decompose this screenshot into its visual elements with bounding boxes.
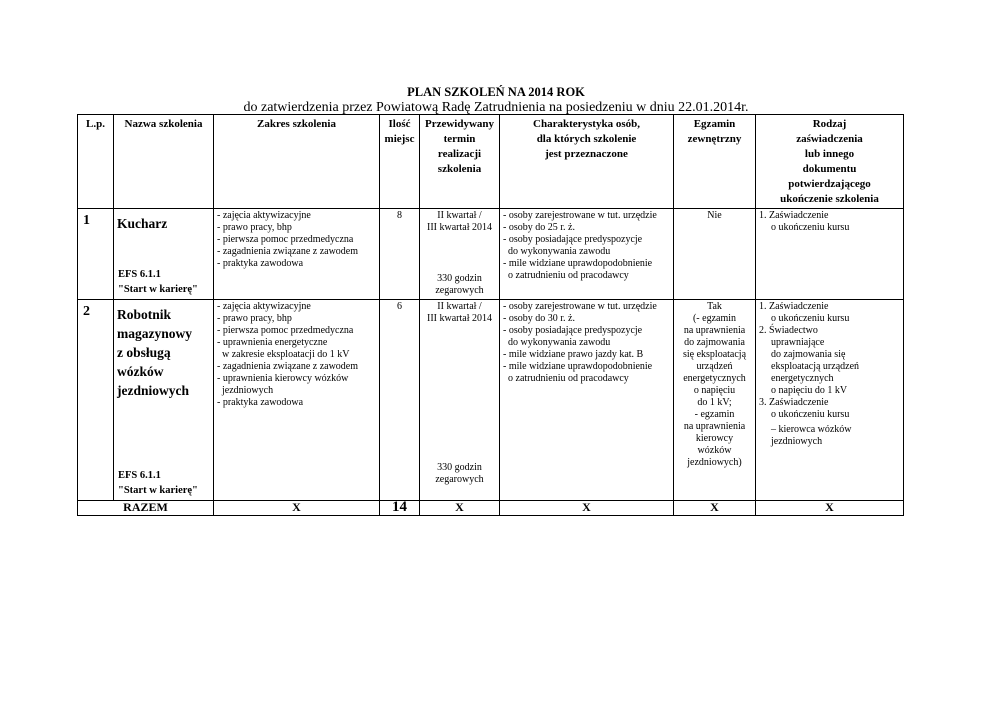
cert-item: jezdniowych bbox=[771, 436, 823, 447]
term-line: II kwartał / bbox=[437, 301, 482, 312]
exam-line: energetycznych bbox=[683, 373, 746, 384]
cert-item: o ukończeniu kursu bbox=[771, 409, 850, 420]
header-people-line: Charakterystyka osób, bbox=[533, 118, 640, 130]
people-item: - osoby zarejestrowane w tut. urzędzie bbox=[503, 301, 657, 312]
program-code: EFS 6.1.1 bbox=[118, 269, 161, 280]
people-item: do wykonywania zawodu bbox=[503, 337, 611, 348]
header-places-line: miejsc bbox=[384, 133, 415, 145]
document-title: PLAN SZKOLEŃ NA 2014 ROK bbox=[407, 85, 585, 99]
hours-line: 330 godzin bbox=[437, 273, 482, 284]
total-label: RAZEM bbox=[78, 501, 214, 516]
header-lp: L.p. bbox=[78, 115, 114, 209]
total-exam: X bbox=[674, 501, 756, 516]
row-term bbox=[420, 300, 500, 501]
term-line: III kwartał 2014 bbox=[427, 222, 492, 233]
scope-item: - zagadnienia związane z zawodem bbox=[217, 246, 359, 257]
document-subtitle: do zatwierdzenia przez Powiatową Radę Zatrudnienia na posiedzeniu w dniu 22.01.2014r. bbox=[243, 100, 749, 115]
cert-item: uprawniające bbox=[771, 337, 825, 348]
header-cert-line: Rodzaj bbox=[812, 118, 847, 130]
cert-item: 1. Zaświadczenie bbox=[759, 210, 829, 221]
people-item: - osoby posiadające predyspozycje bbox=[503, 325, 643, 336]
hours-line: zegarowych bbox=[435, 285, 484, 296]
header-term-line: termin bbox=[443, 133, 476, 145]
row-places: 8 bbox=[380, 209, 420, 300]
people-item: - osoby do 25 r. ż. bbox=[503, 222, 575, 233]
row-people bbox=[500, 300, 674, 501]
program-name: "Start w karierę" bbox=[118, 284, 198, 295]
term-line: II kwartał / bbox=[437, 210, 482, 221]
scope-item: - praktyka zawodowa bbox=[217, 258, 304, 269]
row-lp: 1 bbox=[78, 209, 114, 300]
header-cert-line: potwierdzającego bbox=[788, 178, 871, 190]
people-item: - osoby zarejestrowane w tut. urzędzie bbox=[503, 210, 657, 221]
row-cert bbox=[756, 300, 904, 501]
training-plan-table bbox=[77, 114, 904, 516]
program-code: EFS 6.1.1 bbox=[118, 470, 161, 481]
scope-item: - pierwsza pomoc przedmedyczna bbox=[217, 325, 354, 336]
row-places: 6 bbox=[380, 300, 420, 501]
program-name: "Start w karierę" bbox=[118, 485, 198, 496]
exam-line: do 1 kV; bbox=[697, 397, 732, 408]
cert-item: 2. Świadectwo bbox=[759, 325, 818, 336]
exam-line: urządzeń bbox=[696, 361, 733, 372]
header-places-line: Ilość bbox=[388, 118, 411, 130]
header-cert bbox=[756, 115, 904, 209]
cert-item: energetycznych bbox=[771, 373, 834, 384]
header-term-line: Przewidywany bbox=[424, 118, 495, 130]
people-item: o zatrudnieniu od pracodawcy bbox=[503, 373, 629, 384]
exam-line: się eksploatacją bbox=[682, 349, 747, 360]
row-people bbox=[500, 209, 674, 300]
total-people: X bbox=[500, 501, 674, 516]
header-exam bbox=[674, 115, 756, 209]
exam-line: do zajmowania bbox=[684, 337, 745, 348]
header-people-line: jest przeznaczone bbox=[545, 148, 628, 160]
scope-item: w zakresie eksploatacji do 1 kV bbox=[217, 349, 350, 360]
scope-item: - uprawnienia kierowcy wózków bbox=[217, 373, 349, 384]
row-name-cell bbox=[114, 209, 214, 300]
exam-line: kierowcy bbox=[695, 433, 734, 444]
exam-line: jezdniowych) bbox=[687, 457, 742, 468]
scope-item: - uprawnienia energetyczne bbox=[217, 337, 328, 348]
header-cert-line: ukończenie szkolenia bbox=[780, 193, 879, 205]
total-row bbox=[78, 501, 904, 516]
scope-item: - pierwsza pomoc przedmedyczna bbox=[217, 234, 354, 245]
header-cert-line: lub innego bbox=[804, 148, 855, 160]
cert-item: o napięciu do 1 kV bbox=[771, 385, 848, 396]
header-cert-line: dokumentu bbox=[802, 163, 857, 175]
name-line: jezdniowych bbox=[117, 383, 189, 398]
scope-item: - zajęcia aktywizacyjne bbox=[217, 301, 311, 312]
exam-line: (- egzamin bbox=[692, 313, 737, 324]
header-exam-line: zewnętrzny bbox=[687, 133, 742, 145]
header-name: Nazwa szkolenia bbox=[114, 115, 214, 209]
row-program bbox=[118, 468, 198, 498]
cert-item: eksploatacją urządzeń bbox=[771, 361, 860, 372]
name-line: z obsługą bbox=[117, 345, 171, 360]
row-name bbox=[117, 305, 210, 400]
people-item: - mile widziane uprawdopodobnienie bbox=[503, 258, 653, 269]
scope-item: - prawo pracy, bhp bbox=[217, 313, 292, 324]
row-hours bbox=[420, 273, 499, 297]
name-line: wózków bbox=[117, 364, 164, 379]
row-term bbox=[420, 209, 500, 300]
row-scope bbox=[214, 300, 380, 501]
row-name: Kucharz bbox=[117, 216, 168, 231]
hours-line: 330 godzin bbox=[437, 462, 482, 473]
exam-line: na uprawnienia bbox=[683, 421, 746, 432]
row-exam bbox=[674, 209, 756, 300]
scope-item: - praktyka zawodowa bbox=[217, 397, 304, 408]
term-line: III kwartał 2014 bbox=[427, 313, 492, 324]
people-item: - osoby posiadające predyspozycje bbox=[503, 234, 643, 245]
row-name-cell bbox=[114, 300, 214, 501]
row-exam bbox=[674, 300, 756, 501]
scope-item: - zajęcia aktywizacyjne bbox=[217, 210, 311, 221]
exam-line: Tak bbox=[707, 301, 722, 312]
header-exam-line: Egzamin bbox=[693, 118, 736, 130]
cert-item: o ukończeniu kursu bbox=[771, 222, 850, 233]
cert-item: 3. Zaświadczenie bbox=[759, 397, 829, 408]
header-term-line: szkolenia bbox=[437, 163, 482, 175]
exam-line: na uprawnienia bbox=[683, 325, 746, 336]
total-cert: X bbox=[756, 501, 904, 516]
total-places: 14 bbox=[380, 501, 420, 516]
row-hours bbox=[420, 462, 499, 486]
row-cert bbox=[756, 209, 904, 300]
exam-line: Nie bbox=[707, 210, 722, 221]
row-lp: 2 bbox=[78, 300, 114, 501]
scope-item: - prawo pracy, bhp bbox=[217, 222, 292, 233]
total-scope: X bbox=[214, 501, 380, 516]
table-row bbox=[78, 209, 904, 300]
header-term-line: realizacji bbox=[437, 148, 482, 160]
cert-item: 1. Zaświadczenie bbox=[759, 301, 829, 312]
total-term: X bbox=[420, 501, 500, 516]
header-row bbox=[78, 115, 904, 209]
exam-line: wózków bbox=[697, 445, 732, 456]
hours-line: zegarowych bbox=[435, 474, 484, 485]
cert-item: o ukończeniu kursu bbox=[771, 313, 850, 324]
header-places bbox=[380, 115, 420, 209]
header-people-line: dla których szkolenie bbox=[536, 133, 637, 145]
people-item: - osoby do 30 r. ż. bbox=[503, 313, 575, 324]
scope-item: jezdniowych bbox=[217, 385, 274, 396]
header-term bbox=[420, 115, 500, 209]
name-line: Robotnik bbox=[117, 307, 172, 322]
people-item: o zatrudnieniu od pracodawcy bbox=[503, 270, 629, 281]
people-item: - mile widziane prawo jazdy kat. B bbox=[503, 349, 644, 360]
table-row bbox=[78, 300, 904, 501]
people-item: - mile widziane uprawdopodobnienie bbox=[503, 361, 653, 372]
scope-item: - zagadnienia związane z zawodem bbox=[217, 361, 359, 372]
exam-line: o napięciu bbox=[693, 385, 736, 396]
exam-line: - egzamin bbox=[694, 409, 735, 420]
row-program bbox=[118, 267, 198, 297]
cert-item: do zajmowania się bbox=[771, 349, 846, 360]
cert-item: – kierowca wózków bbox=[771, 424, 852, 435]
header-cert-line: zaświadczenia bbox=[796, 133, 863, 145]
row-scope bbox=[214, 209, 380, 300]
header-people bbox=[500, 115, 674, 209]
people-item: do wykonywania zawodu bbox=[503, 246, 611, 257]
header-scope: Zakres szkolenia bbox=[214, 115, 380, 209]
name-line: magazynowy bbox=[117, 326, 192, 341]
